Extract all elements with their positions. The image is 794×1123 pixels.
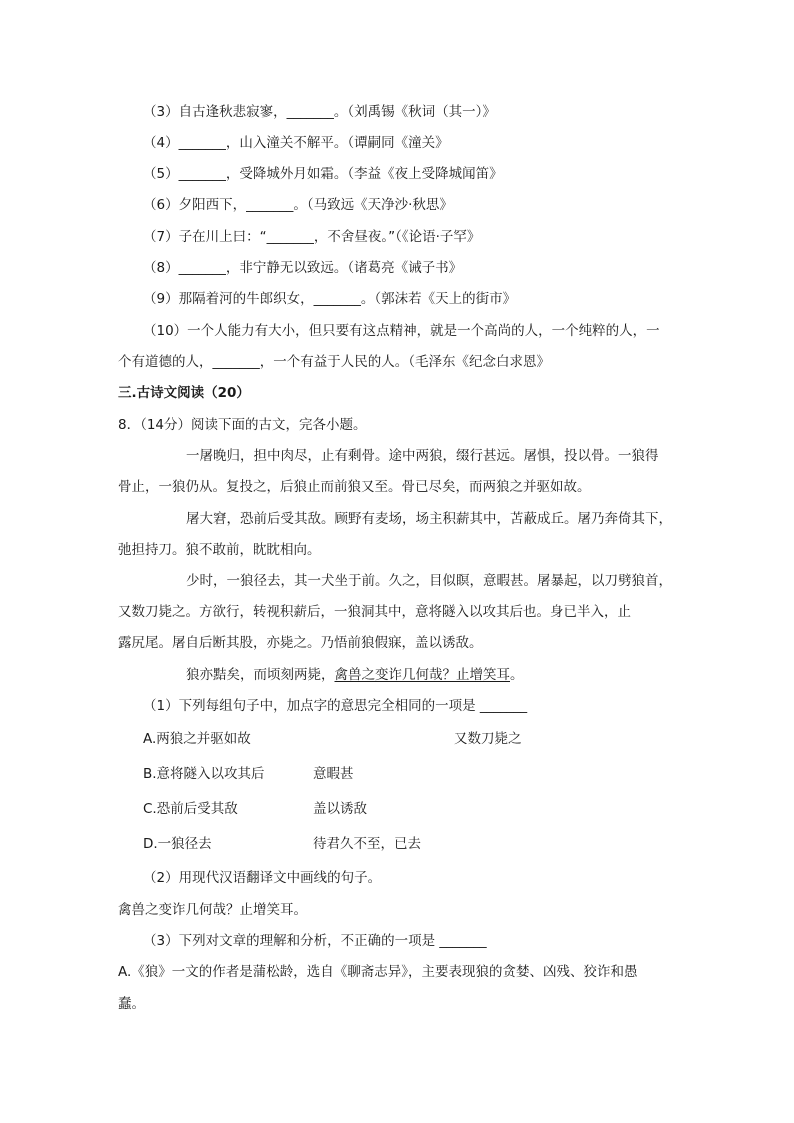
option-row-c xyxy=(143,799,367,819)
sub-question-1: （1）下列每组句子中，加点字的意思完全相同的一项是 _______ xyxy=(143,698,528,714)
option-b-left: B.意将隧入以攻其后 xyxy=(143,766,265,782)
passage-text: 狼亦黠矣，而顷刻两毙， xyxy=(186,667,335,683)
passage-line: 一屠晚归，担中肉尽，止有剩骨。途中两狼，缀行甚远。屠惧，投以骨。一狼得 xyxy=(186,448,659,464)
sub-question-2: （2）用现代汉语翻译文中画线的句子。 xyxy=(143,870,382,886)
recitation-item-10-cont: 个有道德的人，_______，一个有益于人民的人。（毛泽东《纪念白求恩》 xyxy=(118,354,550,370)
recitation-item-7: （7）子在川上曰：“_______，不舍昼夜。”（《论语·子罕》 xyxy=(143,229,481,245)
option-d-left: D.一狼径去 xyxy=(143,836,212,852)
passage-line: 骨止，一狼仍从。复投之，后狼止而前狼又至。骨已尽矣，而两狼之并驱如故。 xyxy=(118,479,591,495)
passage-line: 露尻尾。屠自后断其股，亦毙之。乃悟前狼假寐，盖以诱敌。 xyxy=(118,635,483,651)
option-a-right: 又数刀毙之 xyxy=(454,731,522,747)
underlined-sentence: 禽兽之变诈几何哉？止增笑耳 xyxy=(334,667,510,683)
option-d-right: 待君久不至，已去 xyxy=(313,836,421,852)
passage-line: 又数刀毙之。方欲行，转视积薪后，一狼洞其中，意将隧入以攻其后也。身已半入，止 xyxy=(118,604,631,620)
passage-line: 屠大窘，恐前后受其敌。顾野有麦场，场主积薪其中，苫蔽成丘。屠乃奔倚其下， xyxy=(186,511,672,527)
option-row-a xyxy=(143,729,522,749)
option-a-left: A.两狼之并驱如故 xyxy=(143,731,251,747)
option-c-left: C.恐前后受其敌 xyxy=(143,801,238,817)
option-3a-line: A.《狼》一文的作者是蒲松龄，选自《聊斋志异》，主要表现狼的贪婪、凶残、狡诈和愚 xyxy=(118,964,638,980)
sub-question-2-sentence: 禽兽之变诈几何哉？止增笑耳。 xyxy=(118,902,307,918)
option-row-b xyxy=(143,764,354,784)
recitation-item-9: （9）那隔着河的牛郎织女，_______。（郭沫若《天上的街市》 xyxy=(143,291,517,307)
section-title: 三.古诗文阅读（20） xyxy=(118,385,250,401)
option-b-right: 意暇甚 xyxy=(313,766,354,782)
passage-text-end: 。 xyxy=(510,667,524,683)
recitation-item-4: （4）_______，山入潼关不解平。（谭嗣同《潼关》 xyxy=(143,135,449,151)
option-row-d xyxy=(143,834,421,854)
recitation-item-8: （8）_______，非宁静无以致远。（诸葛亮《诫子书》 xyxy=(143,260,463,276)
option-c-right: 盖以诱敌 xyxy=(313,801,367,817)
passage-last-paragraph xyxy=(186,665,524,685)
question-stem: 8．（14分）阅读下面的古文，完各小题。 xyxy=(118,417,367,433)
option-3a-line: 蠢。 xyxy=(118,996,145,1012)
passage-line: 少时，一狼径去，其一犬坐于前。久之，目似瞑，意暇甚。屠暴起，以刀劈狼首， xyxy=(186,573,672,589)
passage-line: 弛担持刀。狼不敢前，眈眈相向。 xyxy=(118,542,321,558)
recitation-item-3: （3）自古逢秋悲寂寥，_______。（刘禹锡《秋词（其一）》 xyxy=(143,104,496,120)
recitation-item-6: （6）夕阳西下，_______。（马致远《天净沙·秋思》 xyxy=(143,197,453,213)
recitation-item-5: （5）_______，受降城外月如霜。（李益《夜上受降城闻笛》 xyxy=(143,166,503,182)
recitation-item-10: （10）一个人能力有大小，但只要有这点精神，就是一个高尚的人，一个纯粹的人，一 xyxy=(143,323,660,339)
sub-question-3: （3）下列对文章的理解和分析，不正确的一项是 _______ xyxy=(143,933,487,949)
